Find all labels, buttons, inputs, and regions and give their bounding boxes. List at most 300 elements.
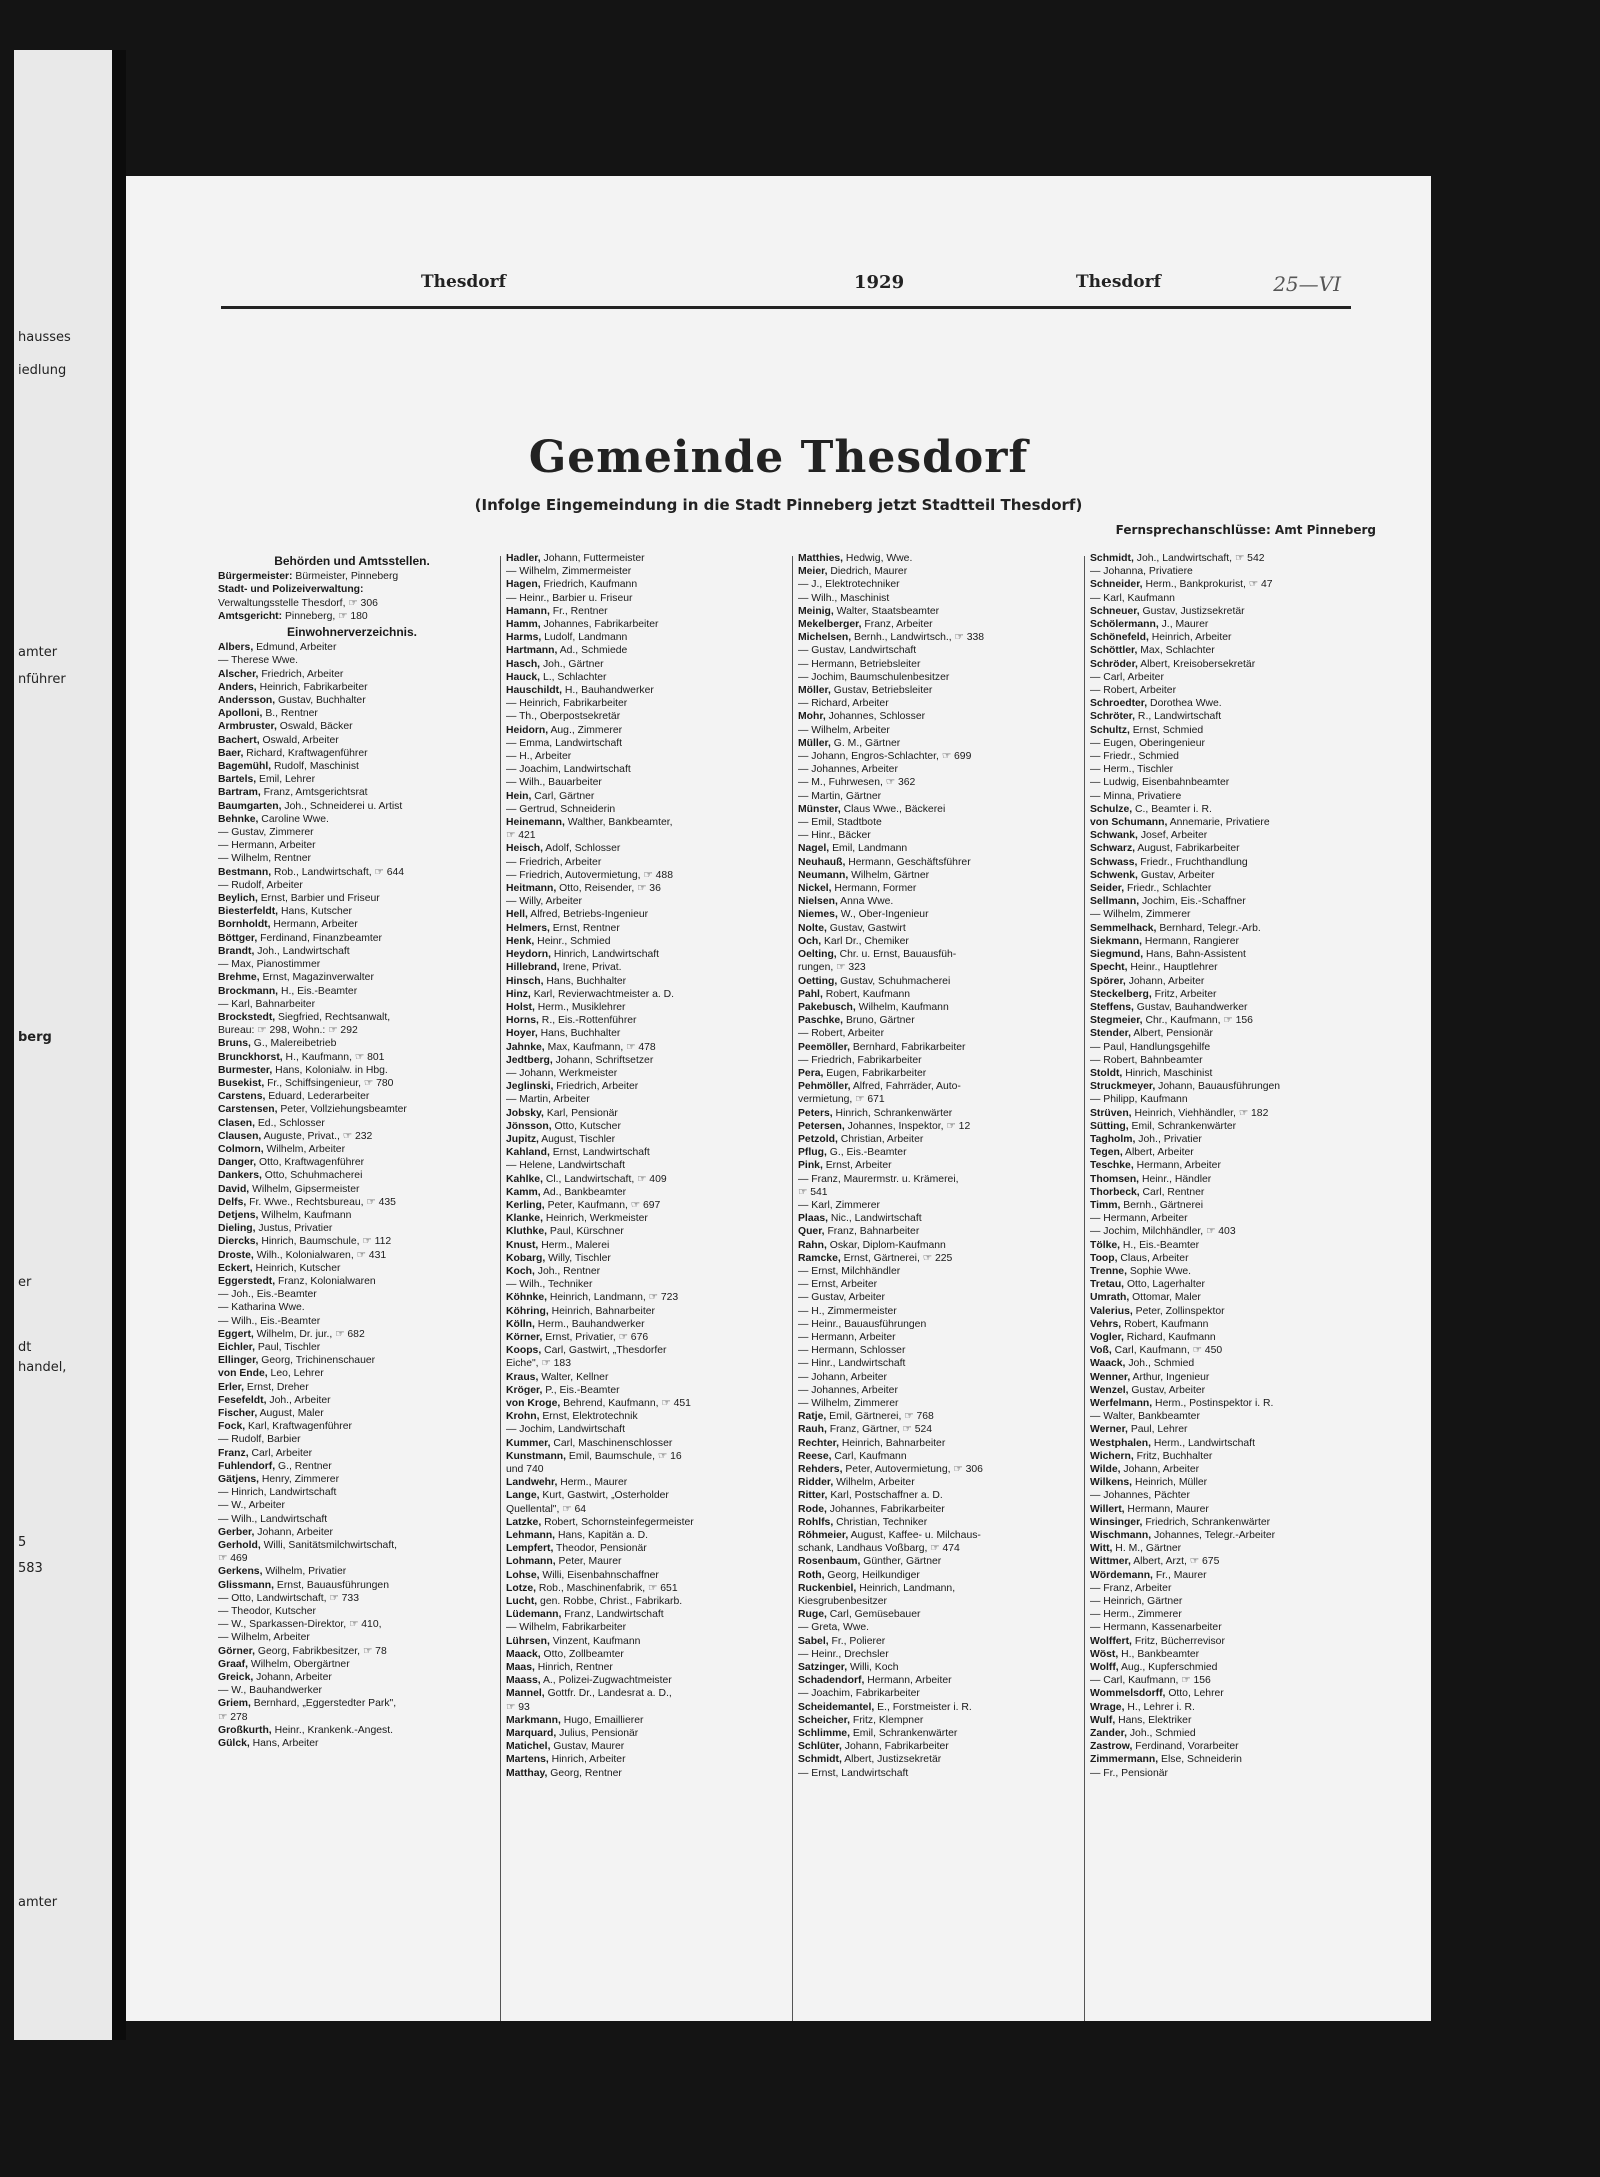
entry-surname: Schöttler, — [1090, 645, 1138, 657]
entry-surname: Detjens, — [218, 1209, 259, 1221]
entry-details: — Wilh., Maschinist — [798, 592, 890, 604]
directory-entry — [798, 671, 1066, 684]
entry-details: Verwaltungsstelle Thesdorf, ☞ 306 — [218, 597, 378, 609]
entry-details: — Johannes, Arbeiter — [798, 764, 898, 776]
entry-details: Paul, Lehrer — [1127, 1424, 1188, 1436]
directory-entry — [506, 1516, 774, 1529]
entry-details: ☞ 278 — [218, 1711, 248, 1723]
directory-entry — [506, 1384, 774, 1397]
entry-details: — Heinrich, Fabrikarbeiter — [506, 698, 628, 710]
entry-surname: Scheicher, — [798, 1714, 850, 1726]
entry-surname: Müller, — [798, 737, 831, 749]
directory-entry — [218, 1539, 486, 1552]
entry-surname: Baer, — [218, 747, 244, 759]
entry-details: — Herm., Zimmerer — [1090, 1609, 1182, 1621]
entry-surname: Stoldt, — [1090, 1067, 1123, 1079]
entry-details: B., Rentner — [262, 708, 318, 720]
entry-surname: Knust, — [506, 1239, 539, 1251]
entry-details: Ernst, Gärtnerei, ☞ 225 — [840, 1252, 953, 1264]
directory-entry — [1090, 1569, 1358, 1582]
entry-surname: Eichler, — [218, 1341, 255, 1353]
entry-surname: Petzold, — [798, 1133, 838, 1145]
directory-entry — [506, 869, 774, 882]
entry-details: — Robert, Arbeiter — [798, 1028, 885, 1040]
directory-entry — [1090, 684, 1358, 697]
entry-surname: Siekmann, — [1090, 935, 1142, 947]
entry-details: August, Tischler — [538, 1133, 616, 1145]
directory-entry — [218, 1315, 486, 1328]
directory-entry — [218, 597, 486, 610]
directory-entry — [1090, 618, 1358, 631]
directory-entry — [506, 552, 774, 565]
entry-surname: Scheidemantel, — [798, 1701, 875, 1713]
entry-details: — Gustav, Landwirtschaft — [798, 645, 917, 657]
directory-entry — [798, 1714, 1066, 1727]
entry-details: — Hinr., Landwirtschaft — [798, 1358, 906, 1370]
entry-details: — Ernst, Milchhändler — [798, 1265, 901, 1277]
entry-details: — Franz, Maurermstr. u. Krämerei, — [798, 1173, 959, 1185]
entry-details: Herm., Bankprokurist, ☞ 47 — [1142, 579, 1273, 591]
directory-entry — [798, 1687, 1066, 1700]
directory-entry — [1090, 1252, 1358, 1265]
entry-surname: Lehmann, — [506, 1530, 556, 1542]
directory-entry — [1090, 1146, 1358, 1159]
entry-surname: Jobsky, — [506, 1107, 544, 1119]
entry-surname: Hinsch, — [506, 975, 544, 987]
entry-details: Richard, Kaufmann — [1123, 1331, 1216, 1343]
entry-details: — Carl, Arbeiter — [1090, 671, 1164, 683]
entry-details: Hans, Buchhalter — [543, 975, 627, 987]
directory-entry — [218, 1222, 486, 1235]
entry-details: Leo, Lehrer — [267, 1368, 324, 1380]
entry-details: Eduard, Lederarbeiter — [265, 1091, 370, 1103]
entry-details: Johannes, Inspektor, ☞ 12 — [844, 1120, 971, 1132]
entry-details: G., Rentner — [275, 1460, 332, 1472]
entry-details: Fr., Schiffsingenieur, ☞ 780 — [264, 1077, 394, 1089]
entry-surname: Holst, — [506, 1001, 535, 1013]
directory-entry — [1090, 895, 1358, 908]
entry-surname: Martens, — [506, 1754, 549, 1766]
entry-details: Gottfr. Dr., Landesrat a. D., — [544, 1688, 672, 1700]
directory-entry — [798, 1357, 1066, 1370]
entry-surname: Schönefeld, — [1090, 632, 1149, 644]
entry-surname: Wilkens, — [1090, 1477, 1133, 1489]
entry-surname: Landwehr, — [506, 1477, 558, 1489]
entry-details: Georg, Fabrikbesitzer, ☞ 78 — [254, 1645, 387, 1657]
entry-surname: Lüdemann, — [506, 1609, 562, 1621]
directory-entry — [506, 1199, 774, 1212]
entry-details: Wilhelm, Kaufmann — [258, 1209, 352, 1221]
entry-surname: Hagen, — [506, 579, 541, 591]
directory-entry — [1090, 644, 1358, 657]
entry-surname: Bornholdt, — [218, 919, 271, 931]
entry-details: Rob., Landwirtschaft, ☞ 644 — [271, 866, 405, 878]
entry-surname: Michelsen, — [798, 632, 852, 644]
entry-surname: Bürgermeister: — [218, 571, 293, 583]
entry-details: H., Kaufmann, ☞ 801 — [282, 1051, 385, 1063]
directory-entry — [218, 786, 486, 799]
directory-entry — [798, 1225, 1066, 1238]
entry-details: Johann, Arbeiter — [1125, 975, 1205, 987]
directory-entry — [218, 1196, 486, 1209]
entry-surname: Hauck, — [506, 671, 541, 683]
entry-details: Ed., Schlosser — [254, 1117, 325, 1129]
entry-details: — Hinr., Bäcker — [798, 830, 871, 842]
entry-details: Else, Schneiderin — [1158, 1754, 1242, 1766]
directory-entry — [798, 1067, 1066, 1080]
directory-entry — [218, 747, 486, 760]
directory-entry — [218, 1143, 486, 1156]
entry-details: — Joachim, Fabrikarbeiter — [798, 1688, 920, 1700]
entry-surname: Pahl, — [798, 988, 823, 1000]
entry-details: Bernh., Landwirtsch., ☞ 338 — [851, 632, 985, 644]
directory-entry — [1090, 1278, 1358, 1291]
directory-entry — [506, 763, 774, 776]
entry-details: Wilh., Kolonialwaren, ☞ 431 — [253, 1249, 387, 1261]
entry-details: Richard, Kraftwagenführer — [243, 747, 368, 759]
directory-entry — [218, 1618, 486, 1631]
entry-details: Eiche", ☞ 183 — [506, 1358, 571, 1370]
directory-entry — [798, 697, 1066, 710]
directory-entry — [218, 720, 486, 733]
entry-details: Ad., Schmiede — [557, 645, 628, 657]
entry-details: Gustav, Betriebsleiter — [830, 685, 933, 697]
entry-surname: Diercks, — [218, 1236, 259, 1248]
entry-details: Fritz, Bücherrevisor — [1131, 1635, 1225, 1647]
entry-surname: von Kroge, — [506, 1398, 561, 1409]
entry-details: gen. Robbe, Christ., Fabrikarb. — [537, 1596, 683, 1608]
directory-entry — [798, 1186, 1066, 1199]
book-gutter — [112, 50, 126, 2040]
entry-details: — Karl, Zimmerer — [798, 1199, 880, 1211]
entry-surname: Och, — [798, 935, 822, 947]
entry-details: Cl., Landwirtschaft, ☞ 409 — [542, 1173, 667, 1185]
entry-surname: David, — [218, 1183, 250, 1195]
facing-page-text: 583 — [18, 1561, 43, 1576]
entry-surname: Colmorn, — [218, 1143, 264, 1155]
directory-entry — [218, 1011, 486, 1024]
entry-details: Karl, Pensionär — [543, 1107, 618, 1119]
entry-surname: Wenner, — [1090, 1371, 1131, 1383]
entry-details: — Hermann, Kassenarbeiter — [1090, 1622, 1222, 1634]
directory-entry — [506, 1041, 774, 1054]
directory-entry — [798, 1318, 1066, 1331]
directory-entry — [798, 592, 1066, 605]
entry-details: C., Beamter i. R. — [1132, 803, 1212, 815]
directory-entry — [798, 1371, 1066, 1384]
entry-surname: Seider, — [1090, 883, 1125, 895]
entry-details: — Martin, Gärtner — [798, 790, 882, 802]
entry-details: — Therese Wwe. — [218, 655, 299, 667]
entry-details: Hans, Arbeiter — [249, 1738, 319, 1750]
directory-entry — [1090, 1595, 1358, 1608]
facing-page-text: handel, — [18, 1360, 67, 1375]
entry-details: Wilhelm, Arbeiter — [833, 1477, 915, 1489]
entry-details: — Otto, Landwirtschaft, ☞ 733 — [218, 1592, 359, 1604]
entry-details: — Johann, Engros-Schlachter, ☞ 699 — [798, 751, 972, 763]
entry-details: — Robert, Bahnbeamter — [1090, 1054, 1203, 1066]
directory-entry — [1090, 1212, 1358, 1225]
directory-entry — [218, 1249, 486, 1262]
directory-entry — [1090, 724, 1358, 737]
entry-details: Herm., Musiklehrer — [534, 1001, 626, 1013]
entry-surname: Kraus, — [506, 1371, 539, 1383]
entry-surname: Fischer, — [218, 1408, 258, 1419]
entry-details: Johannes, Schlosser — [825, 711, 926, 723]
entry-details: Johannes, Fabrikarbeiter — [540, 619, 659, 631]
entry-surname: Lührsen, — [506, 1635, 550, 1647]
entry-surname: Maack, — [506, 1648, 541, 1660]
entry-details: Fr., Maurer — [1152, 1569, 1207, 1581]
directory-entry — [506, 1753, 774, 1766]
entry-details: Johann, Arbeiter — [253, 1672, 332, 1684]
entry-surname: Pflug, — [798, 1147, 827, 1159]
entry-surname: Wenzel, — [1090, 1384, 1129, 1396]
directory-entry — [218, 570, 486, 583]
entry-details: G., Eis.-Beamter — [826, 1147, 907, 1159]
directory-entry — [506, 1489, 774, 1502]
directory-entry — [506, 816, 774, 829]
directory-entry — [798, 1199, 1066, 1212]
directory-entry — [218, 1367, 486, 1380]
entry-details: — M., Fuhrwesen, ☞ 362 — [798, 777, 916, 789]
entry-details: Willi, Sanitätsmilchwirtschaft, — [260, 1540, 397, 1552]
directory-entry — [1090, 1371, 1358, 1384]
entry-surname: Schwank, — [1090, 830, 1138, 842]
entry-details: H., Lehrer i. R. — [1124, 1701, 1195, 1713]
entry-details: Heinrich, Viehhändler, ☞ 182 — [1131, 1107, 1269, 1119]
entry-surname: Zimmermann, — [1090, 1754, 1159, 1766]
entry-surname: Peters, — [798, 1107, 833, 1119]
directory-entry — [1090, 1265, 1358, 1278]
entry-details: Johannes, Fabrikarbeiter — [826, 1503, 945, 1515]
directory-entry — [1090, 1767, 1358, 1780]
directory-entry — [506, 803, 774, 816]
entry-details: Christian, Techniker — [833, 1516, 928, 1528]
entry-surname: Wulf, — [1090, 1714, 1116, 1726]
entry-details: Johann, Arbeiter — [1120, 1464, 1200, 1476]
entry-details: Karl, Postschaffner a. D. — [827, 1490, 943, 1502]
entry-details: Siegfried, Rechtsanwalt, — [275, 1011, 391, 1023]
directory-entry — [798, 644, 1066, 657]
facing-page-text: amter — [18, 1895, 58, 1910]
directory-entry — [798, 842, 1066, 855]
entry-surname: Meier, — [798, 566, 828, 578]
directory-entry — [506, 1278, 774, 1291]
entry-details: Robert, Kaufmann — [1121, 1318, 1209, 1330]
entry-surname: Nolte, — [798, 922, 827, 934]
directory-entry — [218, 1328, 486, 1341]
entry-surname: Witt, — [1090, 1543, 1113, 1555]
directory-entry — [798, 1503, 1066, 1516]
directory-entry — [506, 578, 774, 591]
entry-details: — Wilhelm, Arbeiter — [218, 1632, 310, 1644]
entry-surname: Schroedter, — [1090, 698, 1148, 710]
directory-entry — [218, 1645, 486, 1658]
entry-surname: Alscher, — [218, 668, 259, 680]
directory-entry — [218, 826, 486, 839]
entry-surname: Nickel, — [798, 883, 832, 895]
entry-surname: Hell, — [506, 909, 528, 921]
directory-entry — [1090, 829, 1358, 842]
directory-entry — [218, 1262, 486, 1275]
entry-details: Ottomar, Maler — [1129, 1292, 1201, 1304]
entry-details: Franz, Arbeiter — [861, 619, 933, 631]
entry-details: Heinrich, Landmann, ☞ 723 — [547, 1292, 679, 1304]
directory-entry — [506, 829, 774, 842]
entry-details: — Wilhelm, Arbeiter — [798, 724, 890, 736]
entry-details: Hermann, Arbeiter — [270, 919, 358, 931]
directory-entry — [1090, 1529, 1358, 1542]
entry-surname: Maass, — [506, 1675, 541, 1687]
entry-surname: Andersson, — [218, 695, 276, 707]
directory-entry — [798, 763, 1066, 776]
entry-surname: Brehme, — [218, 972, 260, 984]
directory-entry — [798, 1529, 1066, 1542]
entry-surname: Ruge, — [798, 1609, 827, 1621]
directory-entry — [1090, 1041, 1358, 1054]
entry-details: Ernst, Elektrotechnik — [539, 1411, 638, 1423]
entry-details: Karl, Kraftwagenführer — [245, 1421, 352, 1433]
entry-details: — Ernst, Landwirtschaft — [798, 1767, 909, 1779]
directory-entry — [506, 1423, 774, 1436]
entry-details: Hermann, Arbeiter — [1133, 1160, 1221, 1172]
directory-entry — [1090, 1107, 1358, 1120]
directory-entry — [1090, 1344, 1358, 1357]
directory-entry — [506, 644, 774, 657]
directory-entry — [798, 1146, 1066, 1159]
directory-entry — [218, 1394, 486, 1407]
entry-details: — Johann, Werkmeister — [506, 1067, 618, 1079]
directory-entry — [1090, 1450, 1358, 1463]
entry-details: Herm., Landwirtschaft — [1151, 1437, 1255, 1449]
entry-details: Diedrich, Maurer — [827, 566, 908, 578]
directory-entry — [1090, 1608, 1358, 1621]
directory-entry — [798, 1397, 1066, 1410]
entry-details: Joh., Arbeiter — [266, 1394, 331, 1406]
directory-entry — [798, 1041, 1066, 1054]
entry-details: Josef, Arbeiter — [1137, 830, 1208, 842]
entry-details: Heinr., Krankenk.-Angest. — [271, 1724, 393, 1736]
entry-details: Peter, Zollinspektor — [1132, 1305, 1225, 1317]
directory-entry — [1090, 1516, 1358, 1529]
entry-details: Rudolf, Maschinist — [271, 761, 359, 773]
directory-entry — [798, 750, 1066, 763]
directory-entry — [798, 882, 1066, 895]
entry-details: W., Ober-Ingenieur — [837, 909, 929, 921]
entry-details: — Willy, Arbeiter — [506, 896, 583, 908]
directory-entry — [218, 1592, 486, 1605]
entry-surname: Röhmeier, — [798, 1530, 849, 1542]
entry-details: Claus, Arbeiter — [1117, 1252, 1189, 1264]
directory-entry — [506, 1159, 774, 1172]
directory-entry — [506, 922, 774, 935]
entry-surname: Sellmann, — [1090, 896, 1140, 908]
entry-surname: Neumann, — [798, 869, 849, 881]
directory-entry — [1090, 1701, 1358, 1714]
entry-surname: Wilde, — [1090, 1464, 1121, 1476]
directory-entry — [1090, 1542, 1358, 1555]
directory-entry — [218, 1447, 486, 1460]
entry-details: Hans, Buchhalter — [537, 1028, 621, 1040]
entry-details: — Herm., Tischler — [1090, 764, 1174, 776]
directory-entry — [1090, 1120, 1358, 1133]
entry-details: Otto, Lagerhalter — [1124, 1279, 1205, 1291]
entry-surname: Waack, — [1090, 1358, 1126, 1370]
page-number: 25—VI — [1273, 272, 1341, 296]
entry-details: Hermann, Rangierer — [1141, 935, 1240, 947]
entry-details: Joh., Landwirtschaft — [254, 945, 350, 957]
entry-surname: Schmidt, — [798, 1754, 842, 1766]
entry-details: — Minna, Privatiere — [1090, 790, 1182, 802]
directory-entry — [506, 895, 774, 908]
entry-surname: Helmers, — [506, 922, 550, 934]
entry-details: Otto, Kraftwagenführer — [256, 1157, 365, 1169]
entry-details: Paul, Tischler — [254, 1341, 321, 1353]
directory-entry — [1090, 1357, 1358, 1370]
entry-details: — Karl, Bahnarbeiter — [218, 998, 316, 1010]
entry-details: J., Maurer — [1158, 619, 1209, 631]
entry-surname: Jönsson, — [506, 1120, 552, 1132]
directory-entry — [218, 1737, 486, 1750]
directory-entry — [218, 1381, 486, 1394]
entry-details: August, Maler — [257, 1408, 324, 1419]
directory-entry — [218, 654, 486, 667]
directory-entry — [218, 1117, 486, 1130]
entry-details: Karl Dr., Chemiker — [821, 935, 909, 947]
directory-entry — [798, 790, 1066, 803]
entry-details: — Wilhelm, Rentner — [218, 853, 311, 865]
entry-surname: Kunstmann, — [506, 1450, 567, 1462]
directory-entry — [798, 658, 1066, 671]
directory-entry — [1090, 1384, 1358, 1397]
directory-entry — [506, 790, 774, 803]
directory-entry — [798, 552, 1066, 565]
directory-entry — [1090, 1687, 1358, 1700]
entry-details: Hermann, Geschäftsführer — [845, 856, 971, 868]
directory-entry — [1090, 908, 1358, 921]
entry-details: Ernst, Landwirtschaft — [549, 1147, 650, 1159]
directory-column-1 — [218, 552, 486, 2021]
directory-entry — [798, 684, 1066, 697]
directory-entry — [1090, 710, 1358, 723]
entry-details: Henry, Zimmerer — [259, 1474, 340, 1486]
entry-details: — Friedr., Schmied — [1090, 751, 1179, 763]
directory-page — [126, 176, 1431, 2021]
entry-surname: Lange, — [506, 1490, 540, 1502]
directory-entry — [798, 631, 1066, 644]
entry-details: — Gertrud, Schneiderin — [506, 803, 616, 815]
directory-entry — [218, 1433, 486, 1446]
directory-entry — [1090, 1305, 1358, 1318]
entry-details: Johannes, Telegr.-Arbeiter — [1151, 1530, 1276, 1542]
entry-surname: Kluthke, — [506, 1226, 547, 1238]
entry-details: Fritz, Buchhalter — [1133, 1450, 1213, 1462]
directory-entry — [1090, 605, 1358, 618]
entry-details: Jochim, Eis.-Schaffner — [1139, 896, 1246, 908]
directory-entry — [1090, 658, 1358, 671]
directory-entry — [506, 948, 774, 961]
directory-entry — [798, 1621, 1066, 1634]
directory-entry — [506, 1740, 774, 1753]
entry-surname: Anders, — [218, 681, 257, 693]
entry-details: Hans, Kolonialw. in Hbg. — [272, 1064, 388, 1076]
entry-details: Carl, Gärtner — [531, 790, 595, 802]
entry-surname: Burmester, — [218, 1064, 273, 1076]
entry-surname: Ridder, — [798, 1477, 834, 1489]
directory-entry — [506, 1648, 774, 1661]
entry-details: Arthur, Ingenieur — [1130, 1371, 1210, 1383]
